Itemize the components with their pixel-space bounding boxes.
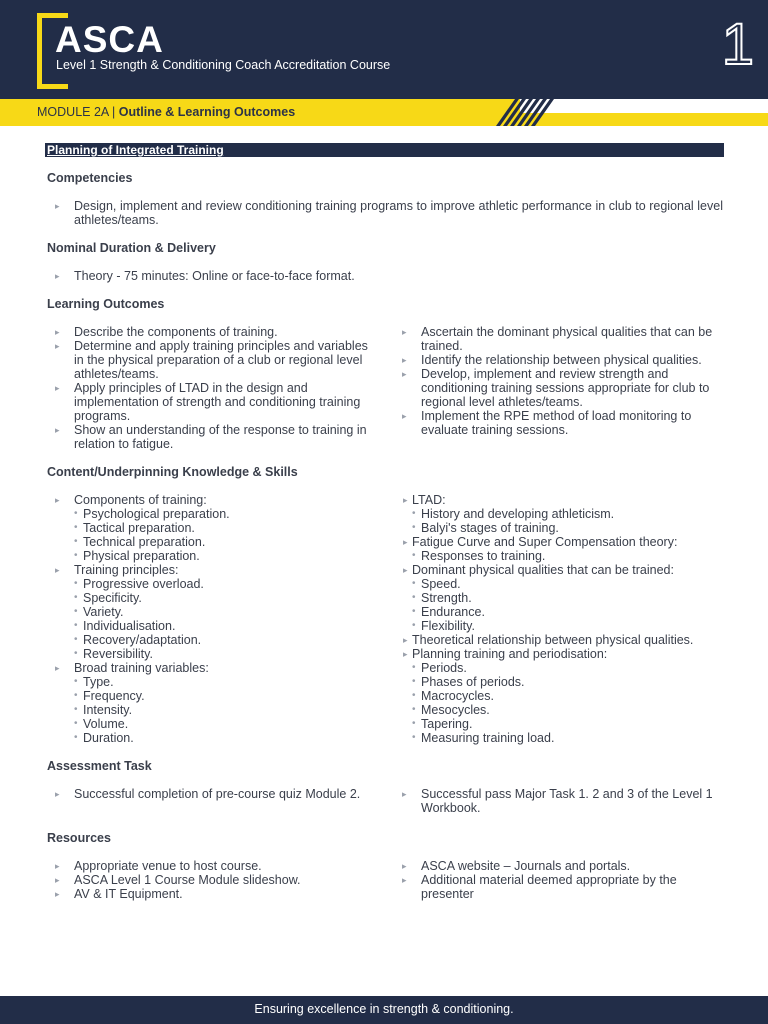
list-item: ▸ Describe the components of training.	[47, 325, 377, 339]
content-left	[47, 493, 377, 745]
sub-list-item: • Physical preparation.	[47, 549, 377, 563]
module-title: Outline & Learning Outcomes	[118, 105, 296, 119]
page-header	[0, 0, 768, 100]
list-item: ▸ Develop, implement and review strength and conditioning training sessions appropriate for club to regional level athletes/teams.	[394, 367, 724, 409]
sub-list-item: • Tactical preparation.	[47, 521, 377, 535]
section-title-bar	[45, 143, 724, 157]
list-item: ▸ Appropriate venue to host course.	[47, 859, 377, 873]
module-label	[37, 105, 295, 119]
sub-list-item: • Measuring training load.	[403, 731, 733, 745]
list-item: ▸ LTAD:	[403, 493, 733, 507]
sub-list-item: • Recovery/adaptation.	[47, 633, 377, 647]
sub-list-item: • Psychological preparation.	[47, 507, 377, 521]
sub-list-item: • Duration.	[47, 731, 377, 745]
list-item: ▸ Show an understanding of the response to training in relation to fatigue.	[47, 423, 377, 451]
assessment-right	[394, 787, 724, 815]
sub-list-item: • Phases of periods.	[403, 675, 733, 689]
sub-list-item: • Specificity.	[47, 591, 377, 605]
sub-list-item: • History and developing athleticism.	[403, 507, 733, 521]
sub-list-item: • Flexibility.	[403, 619, 733, 633]
sub-list-item: • Strength.	[403, 591, 733, 605]
content-right	[403, 493, 733, 745]
list-item: ▸ Apply principles of LTAD in the design and implementation of strength and conditioning training programs.	[47, 381, 377, 423]
stripe-decoration	[487, 99, 557, 126]
list-item: ▸ Broad training variables:	[47, 661, 377, 675]
duration-list	[47, 269, 723, 283]
course-subtitle: Level 1 Strength & Conditioning Coach Accreditation Course	[56, 58, 391, 72]
sub-list-item: • Macrocycles.	[403, 689, 733, 703]
page-number: 1	[721, 12, 754, 77]
list-item: ▸ Successful pass Major Task 1. 2 and 3 of the Level 1 Workbook.	[394, 787, 724, 815]
learning-outcomes-heading: Learning Outcomes	[47, 297, 165, 311]
sub-list-item: • Reversibility.	[47, 647, 377, 661]
list-item: ▸ Identify the relationship between physical qualities.	[394, 353, 724, 367]
sub-list-item: • Endurance.	[403, 605, 733, 619]
footer-tagline: Ensuring excellence in strength & conditioning.	[254, 1002, 514, 1016]
sub-list-item: • Variety.	[47, 605, 377, 619]
asca-logo: ASCA	[55, 19, 164, 60]
list-item: ▸ Implement the RPE method of load monitoring to evaluate training sessions.	[394, 409, 724, 437]
sub-list-item: • Individualisation.	[47, 619, 377, 633]
sub-list-item: • Periods.	[403, 661, 733, 675]
sub-list-item: • Progressive overload.	[47, 577, 377, 591]
resources-right	[394, 859, 704, 901]
list-item: ▸ Dominant physical qualities that can be trained:	[403, 563, 733, 577]
sub-list-item: • Responses to training.	[403, 549, 733, 563]
sub-list-item: • Intensity.	[47, 703, 377, 717]
sub-list-item: • Technical preparation.	[47, 535, 377, 549]
list-item: ▸ Training principles:	[47, 563, 377, 577]
assessment-heading: Assessment Task	[47, 759, 152, 773]
list-item: ▸ Determine and apply training principles and variables in the physical preparation of a club or regional level athletes/teams.	[47, 339, 377, 381]
list-item: ▸ Planning training and periodisation:	[403, 647, 733, 661]
resources-heading: Resources	[47, 831, 111, 845]
sub-list-item: • Volume.	[47, 717, 377, 731]
sub-list-item: • Balyi's stages of training.	[403, 521, 733, 535]
list-item: ▸ Fatigue Curve and Super Compensation theory:	[403, 535, 733, 549]
list-item: ▸ ASCA website – Journals and portals.	[394, 859, 704, 873]
competencies-heading: Competencies	[47, 171, 133, 185]
sub-list-item: • Mesocycles.	[403, 703, 733, 717]
content-heading: Content/Underpinning Knowledge & Skills	[47, 465, 298, 479]
list-item: ▸ ASCA Level 1 Course Module slideshow.	[47, 873, 377, 887]
list-item: ▸ Additional material deemed appropriate by the presenter	[394, 873, 704, 901]
learning-outcomes-right	[394, 325, 724, 437]
learning-outcomes-left	[47, 325, 377, 451]
list-item: ▸ Ascertain the dominant physical qualities that can be trained.	[394, 325, 724, 353]
page-footer	[0, 996, 768, 1024]
list-item: ▸ Theory - 75 minutes: Online or face-to-face format.	[47, 269, 723, 283]
duration-heading: Nominal Duration & Delivery	[47, 241, 216, 255]
list-item: ▸ Design, implement and review conditioning training programs to improve athletic performance in club to regional level athletes/teams.	[47, 199, 723, 227]
resources-left	[47, 859, 377, 901]
sub-list-item: • Speed.	[403, 577, 733, 591]
list-item: ▸ Components of training:	[47, 493, 377, 507]
sub-list-item: • Frequency.	[47, 689, 377, 703]
list-item: ▸ Theoretical relationship between physical qualities.	[403, 633, 733, 647]
sub-list-item: • Tapering.	[403, 717, 733, 731]
sub-list-item: • Type.	[47, 675, 377, 689]
list-item: ▸ Successful completion of pre-course quiz Module 2.	[47, 787, 377, 801]
competencies-list	[47, 199, 723, 227]
module-code: MODULE 2A |	[37, 105, 119, 119]
list-item: ▸ AV & IT Equipment.	[47, 887, 377, 901]
assessment-left	[47, 787, 377, 801]
section-title: Planning of Integrated Training	[47, 143, 224, 157]
